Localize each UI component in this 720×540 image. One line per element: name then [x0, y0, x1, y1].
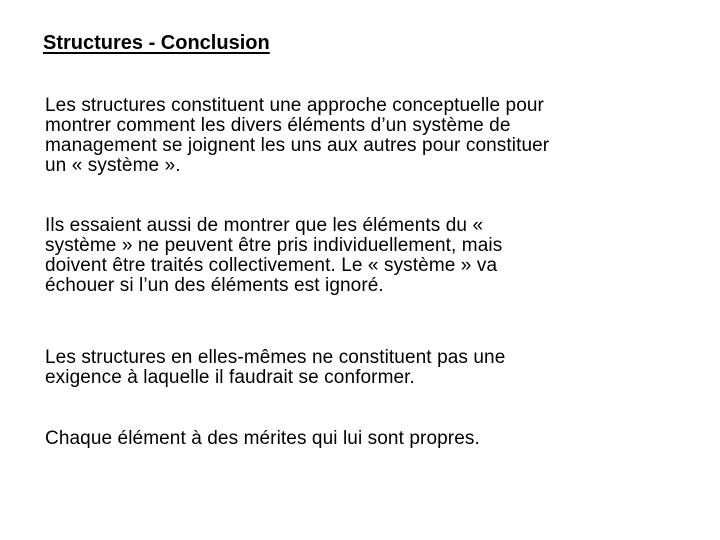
slide-title: Structures - Conclusion	[43, 32, 270, 54]
paragraph-line: système » ne peuvent être pris individuellement, mais	[45, 235, 503, 256]
paragraph-line: Les structures constituent une approche conceptuelle pour	[45, 95, 544, 116]
paragraph-line: échouer si l’un des éléments est ignoré.	[45, 275, 384, 296]
paragraph-line: Ils essaient aussi de montrer que les éléments du «	[45, 215, 484, 236]
paragraph-line: Les structures en elles-mêmes ne constituent pas une	[45, 347, 506, 368]
paragraph-2	[45, 216, 502, 296]
paragraph-line: doivent être traités collectivement. Le « système » va	[45, 255, 498, 276]
paragraph-line: montrer comment les divers éléments d’un système de	[45, 115, 511, 136]
paragraph-line: Chaque élément à des mérites qui lui sont propres.	[45, 428, 480, 449]
paragraph-1	[45, 96, 549, 176]
paragraph-line: management se joignent les uns aux autres pour constituer	[45, 135, 550, 156]
paragraph-line: exigence à laquelle il faudrait se conformer.	[45, 367, 415, 388]
paragraph-4	[45, 429, 480, 449]
paragraph-3	[45, 348, 505, 388]
paragraph-line: un « système ».	[45, 155, 181, 176]
